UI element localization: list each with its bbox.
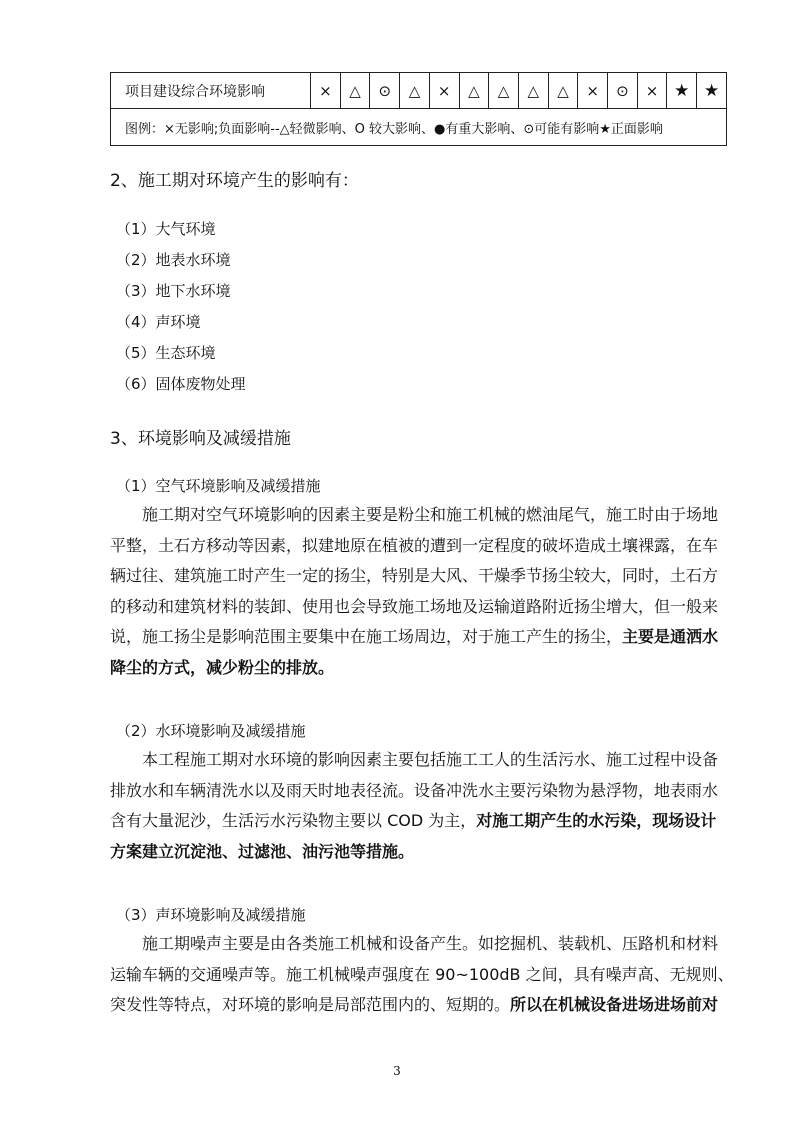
paragraph-noise bbox=[110, 929, 734, 1021]
paragraph-line: 方案建立沉淀池、过滤池、油污池等措施。 bbox=[110, 841, 415, 861]
section-heading: 3、环境影响及减缓措施 bbox=[110, 429, 291, 449]
paragraph-line: 运输车辆的交通噪声等。施工机械噪声强度在 90~100dB 之间，具有噪声高、无规则、 bbox=[110, 964, 734, 984]
normal-text: 含有大量泥沙，生活污水污染物主要以 COD 为主， bbox=[110, 811, 477, 830]
row-label: 项目建设综合环境影响 bbox=[111, 73, 311, 109]
list-item: （3）地下水环境 bbox=[116, 282, 231, 300]
normal-text: 突发性等特点，对环境的影响是局部范围内的、短期的。 bbox=[110, 995, 511, 1014]
sub-heading: （1）空气环境影响及减缓措施 bbox=[116, 477, 321, 495]
impact-symbol: △ bbox=[400, 73, 430, 109]
impact-symbol: △ bbox=[459, 73, 489, 109]
paragraph-water bbox=[110, 745, 730, 867]
impact-symbol: ★ bbox=[667, 73, 697, 109]
impact-symbol: △ bbox=[340, 73, 370, 109]
list-item: （5）生态环境 bbox=[116, 344, 216, 362]
paragraph-line: 辆过往、建筑施工时产生一定的扬尘，特别是大风、干燥季节扬尘较大，同时，土石方 bbox=[110, 566, 719, 585]
normal-text: 说，施工扬尘是影响范围主要集中在施工场周边，对于施工产生的扬尘， bbox=[110, 627, 623, 646]
table-row bbox=[111, 109, 727, 146]
impact-table bbox=[110, 72, 727, 146]
paragraph-line bbox=[110, 806, 730, 837]
impact-symbol: × bbox=[637, 73, 667, 109]
impact-symbol: △ bbox=[548, 73, 578, 109]
impact-symbol: △ bbox=[489, 73, 519, 109]
paragraph-line: 的移动和建筑材料的装卸、使用也会导致施工场地及运输道路附近扬尘增大，但一般来 bbox=[110, 596, 719, 616]
impact-symbol: △ bbox=[518, 73, 548, 109]
impact-symbol: × bbox=[578, 73, 608, 109]
sub-heading: （3）声环境影响及减缓措施 bbox=[116, 906, 306, 924]
impact-symbol: ⊙ bbox=[608, 73, 638, 109]
paragraph-line: 施工期对空气环境影响的因素主要是粉尘和施工机械的燃油尾气，施工时由于场地 bbox=[142, 505, 719, 524]
impact-symbol: × bbox=[311, 73, 341, 109]
paragraph-air bbox=[110, 500, 730, 683]
bold-text: 主要是通洒水 bbox=[622, 627, 719, 646]
bold-text: 对施工期产生的水污染，现场设计 bbox=[476, 811, 717, 830]
sub-heading: （2）水环境影响及减缓措施 bbox=[116, 722, 306, 740]
table-row bbox=[111, 73, 727, 109]
bold-text: 所以在机械设备进场进场前对 bbox=[510, 995, 719, 1014]
impact-symbol: ★ bbox=[697, 73, 727, 109]
paragraph-line: 降尘的方式，减少粉尘的排放。 bbox=[110, 657, 335, 677]
page-number: 3 bbox=[393, 1064, 401, 1078]
list-item: （2）地表水环境 bbox=[116, 251, 231, 269]
table-legend: 图例：×无影响;负面影响--△轻微影响、O 较大影响、●有重大影响、⊙可能有影响★正面影响 bbox=[111, 109, 727, 146]
impact-symbol: × bbox=[429, 73, 459, 109]
impact-symbol: ⊙ bbox=[370, 73, 400, 109]
paragraph-line: 排放水和车辆清洗水以及雨天时地表径流。设备冲洗水主要污染物为悬浮物，地表雨水 bbox=[110, 780, 719, 800]
paragraph-line: 平整，土石方移动等因素，拟建地原在植被的遭到一定程度的破坏造成土壤裸露，在车 bbox=[110, 535, 719, 555]
paragraph-line: 本工程施工期对水环境的影响因素主要包括施工工人的生活污水、施工过程中设备 bbox=[142, 750, 719, 769]
list-item: （6）固体废物处理 bbox=[116, 375, 246, 393]
paragraph-line: 施工期噪声主要是由各类施工机械和设备产生。如挖掘机、装载机、压路机和材料 bbox=[142, 934, 719, 953]
list-item: （4）声环境 bbox=[116, 313, 201, 331]
list-item: （1）大气环境 bbox=[116, 220, 216, 238]
paragraph-line bbox=[110, 622, 730, 653]
paragraph-line bbox=[110, 990, 730, 1021]
section-heading: 2、施工期对环境产生的影响有： bbox=[110, 171, 359, 191]
